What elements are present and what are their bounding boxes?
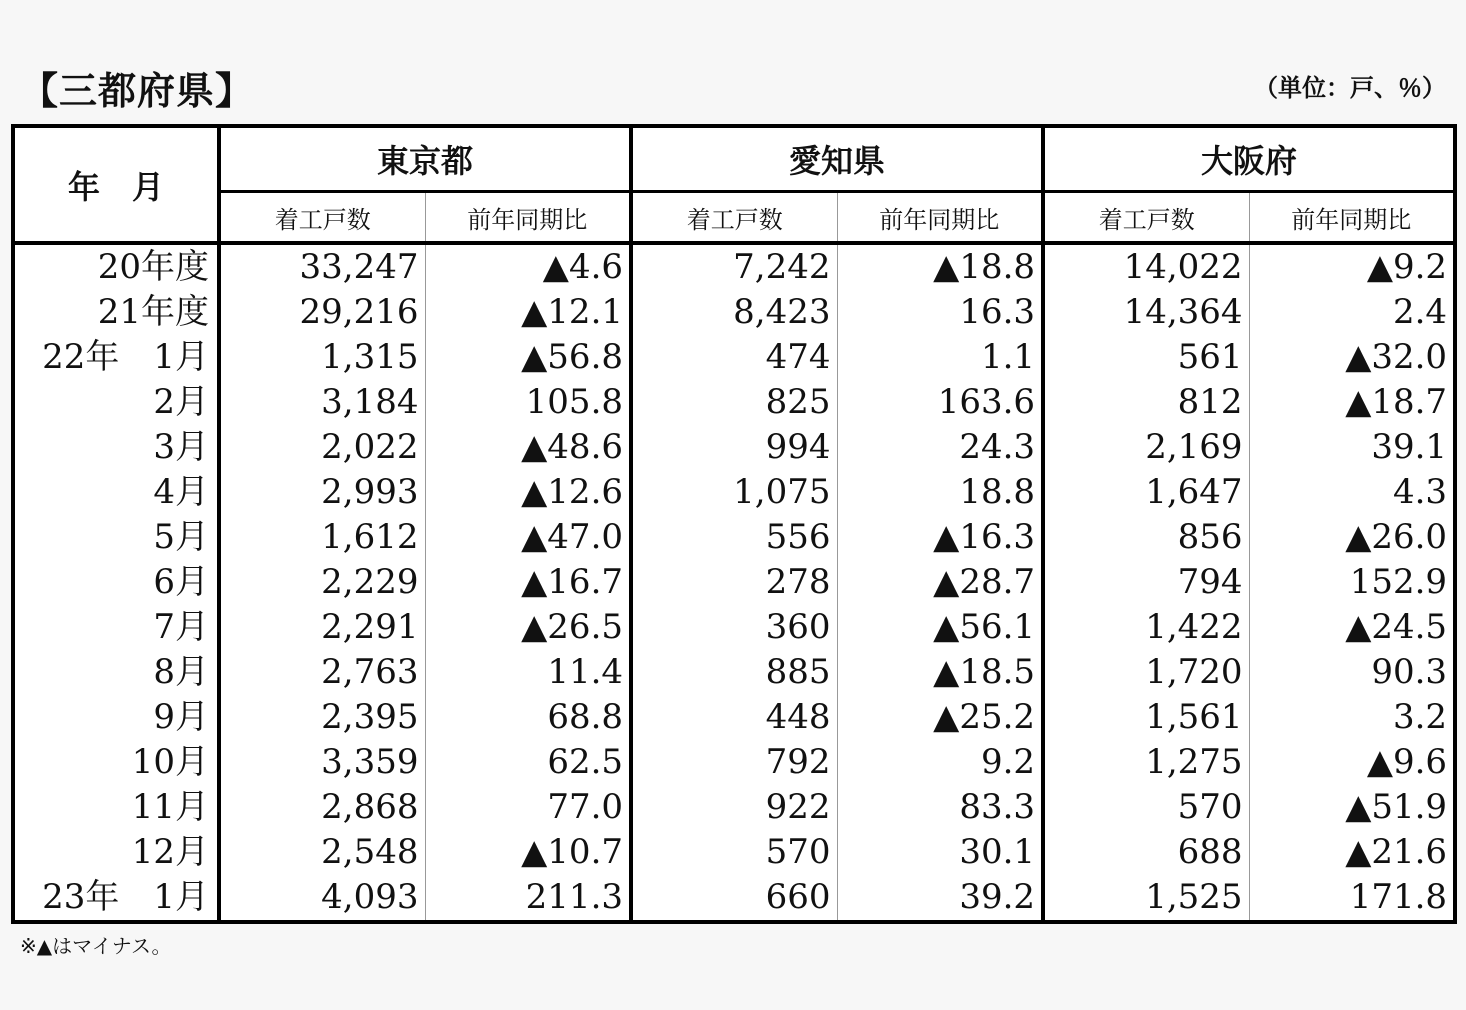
tokyo-starts: 2,229: [219, 560, 425, 605]
aichi-yoy: 16.3: [837, 290, 1043, 335]
aichi-starts: 792: [631, 740, 837, 785]
aichi-yoy: 30.1: [837, 830, 1043, 875]
osaka-yoy: ▲26.0: [1345, 517, 1448, 557]
aichi-yoy: ▲18.8: [837, 243, 1043, 290]
tokyo-starts: 4,093: [219, 875, 425, 922]
osaka-yoy: ▲51.9: [1345, 787, 1448, 827]
aichi-yoy: 83.3: [837, 785, 1043, 830]
table-row: [13, 425, 1455, 470]
osaka-starts: 1,720: [1043, 650, 1249, 695]
footnote: ※▲はマイナス。: [20, 934, 172, 958]
row-period: 7月: [13, 605, 219, 650]
osaka-yoy: 171.8: [1349, 877, 1448, 917]
row-period: 8月: [13, 650, 219, 695]
tokyo-yoy: ▲12.6: [425, 470, 631, 515]
sub-header-starts: 着工戸数: [219, 192, 425, 244]
table-row: [13, 470, 1455, 515]
row-period: 21年度: [13, 290, 219, 335]
table-row: [13, 380, 1455, 425]
aichi-starts: 448: [631, 695, 837, 740]
osaka-starts: 794: [1043, 560, 1249, 605]
row-period: 6月: [13, 560, 219, 605]
osaka-yoy: ▲18.7: [1345, 382, 1448, 422]
tokyo-yoy: 211.3: [425, 875, 631, 922]
osaka-starts: 1,422: [1043, 605, 1249, 650]
row-period: 11月: [13, 785, 219, 830]
osaka-starts: 1,561: [1043, 695, 1249, 740]
table-body: [13, 243, 1455, 922]
osaka-starts: 856: [1043, 515, 1249, 560]
table-row: [13, 875, 1455, 922]
sub-header-yoy: 前年同期比: [837, 192, 1043, 244]
aichi-yoy: 24.3: [837, 425, 1043, 470]
aichi-yoy: ▲28.7: [837, 560, 1043, 605]
aichi-yoy: 163.6: [837, 380, 1043, 425]
table-row: [13, 830, 1455, 875]
osaka-yoy: 4.3: [1392, 472, 1448, 512]
tokyo-starts: 1,612: [219, 515, 425, 560]
row-period: 12月: [13, 830, 219, 875]
aichi-starts: 8,423: [631, 290, 837, 335]
row-period: 4月: [13, 470, 219, 515]
aichi-yoy: 1.1: [837, 335, 1043, 380]
osaka-yoy: ▲9.6: [1366, 742, 1448, 782]
tokyo-yoy: ▲16.7: [425, 560, 631, 605]
table-row: [13, 243, 1455, 290]
table-row: [13, 740, 1455, 785]
osaka-yoy: 90.3: [1371, 652, 1448, 692]
housing-starts-table: [11, 124, 1457, 924]
table-row: [13, 290, 1455, 335]
sub-header-yoy: 前年同期比: [1249, 192, 1455, 244]
aichi-starts: 474: [631, 335, 837, 380]
tokyo-starts: 3,184: [219, 380, 425, 425]
aichi-starts: 556: [631, 515, 837, 560]
row-period: 20年度: [13, 243, 219, 290]
region-header-osaka: 大阪府: [1043, 126, 1455, 192]
row-period: 23年 1月: [13, 875, 219, 922]
aichi-starts: 278: [631, 560, 837, 605]
tokyo-starts: 33,247: [219, 243, 425, 290]
aichi-starts: 7,242: [631, 243, 837, 290]
sub-header-yoy: 前年同期比: [425, 192, 631, 244]
sub-header-starts: 着工戸数: [631, 192, 837, 244]
table-row: [13, 515, 1455, 560]
osaka-starts: 570: [1043, 785, 1249, 830]
table-row: [13, 335, 1455, 380]
osaka-yoy: ▲24.5: [1345, 607, 1448, 647]
year-month-header: 年 月: [13, 126, 219, 243]
row-period: 5月: [13, 515, 219, 560]
region-header-tokyo: 東京都: [219, 126, 631, 192]
tokyo-starts: 2,548: [219, 830, 425, 875]
tokyo-starts: 29,216: [219, 290, 425, 335]
sub-header-starts: 着工戸数: [1043, 192, 1249, 244]
region-header-aichi: 愛知県: [631, 126, 1043, 192]
page-title: 【三都府県】: [20, 69, 255, 113]
aichi-starts: 994: [631, 425, 837, 470]
tokyo-starts: 2,868: [219, 785, 425, 830]
aichi-starts: 1,075: [631, 470, 837, 515]
table-row: [13, 605, 1455, 650]
aichi-yoy: ▲25.2: [837, 695, 1043, 740]
tokyo-yoy: ▲47.0: [425, 515, 631, 560]
aichi-yoy: ▲56.1: [837, 605, 1043, 650]
tokyo-starts: 2,763: [219, 650, 425, 695]
aichi-starts: 825: [631, 380, 837, 425]
tokyo-yoy: ▲12.1: [425, 290, 631, 335]
aichi-yoy: 39.2: [837, 875, 1043, 922]
aichi-yoy: 9.2: [837, 740, 1043, 785]
aichi-yoy: ▲18.5: [837, 650, 1043, 695]
osaka-yoy: ▲21.6: [1345, 832, 1448, 872]
osaka-yoy: 3.2: [1392, 697, 1448, 737]
osaka-yoy: ▲32.0: [1345, 337, 1448, 377]
osaka-starts: 1,647: [1043, 470, 1249, 515]
aichi-starts: 922: [631, 785, 837, 830]
tokyo-starts: 2,291: [219, 605, 425, 650]
tokyo-yoy: ▲26.5: [425, 605, 631, 650]
osaka-starts: 812: [1043, 380, 1249, 425]
tokyo-starts: 2,022: [219, 425, 425, 470]
table-row: [13, 695, 1455, 740]
unit-label: （単位：戸、％）: [1254, 74, 1446, 102]
tokyo-yoy: 11.4: [425, 650, 631, 695]
tokyo-starts: 2,993: [219, 470, 425, 515]
tokyo-yoy: 68.8: [425, 695, 631, 740]
aichi-starts: 660: [631, 875, 837, 922]
aichi-starts: 570: [631, 830, 837, 875]
osaka-yoy: 152.9: [1349, 562, 1448, 602]
row-period: 3月: [13, 425, 219, 470]
aichi-yoy: ▲16.3: [837, 515, 1043, 560]
row-period: 22年 1月: [13, 335, 219, 380]
tokyo-starts: 2,395: [219, 695, 425, 740]
osaka-yoy: 2.4: [1392, 292, 1448, 332]
osaka-yoy: 39.1: [1371, 427, 1448, 467]
aichi-starts: 885: [631, 650, 837, 695]
osaka-yoy: ▲9.2: [1366, 247, 1448, 287]
tokyo-yoy: 77.0: [425, 785, 631, 830]
table-row: [13, 560, 1455, 605]
aichi-yoy: 18.8: [837, 470, 1043, 515]
row-period: 9月: [13, 695, 219, 740]
osaka-starts: 688: [1043, 830, 1249, 875]
row-period: 10月: [13, 740, 219, 785]
osaka-starts: 2,169: [1043, 425, 1249, 470]
tokyo-starts: 1,315: [219, 335, 425, 380]
osaka-starts: 14,022: [1043, 243, 1249, 290]
tokyo-yoy: ▲56.8: [425, 335, 631, 380]
row-period: 2月: [13, 380, 219, 425]
table-row: [13, 650, 1455, 695]
tokyo-yoy: 62.5: [425, 740, 631, 785]
osaka-starts: 561: [1043, 335, 1249, 380]
tokyo-yoy: ▲4.6: [425, 243, 631, 290]
osaka-starts: 14,364: [1043, 290, 1249, 335]
tokyo-yoy: ▲10.7: [425, 830, 631, 875]
osaka-starts: 1,275: [1043, 740, 1249, 785]
osaka-starts: 1,525: [1043, 875, 1249, 922]
tokyo-starts: 3,359: [219, 740, 425, 785]
table-row: [13, 785, 1455, 830]
aichi-starts: 360: [631, 605, 837, 650]
tokyo-yoy: 105.8: [425, 380, 631, 425]
tokyo-yoy: ▲48.6: [425, 425, 631, 470]
